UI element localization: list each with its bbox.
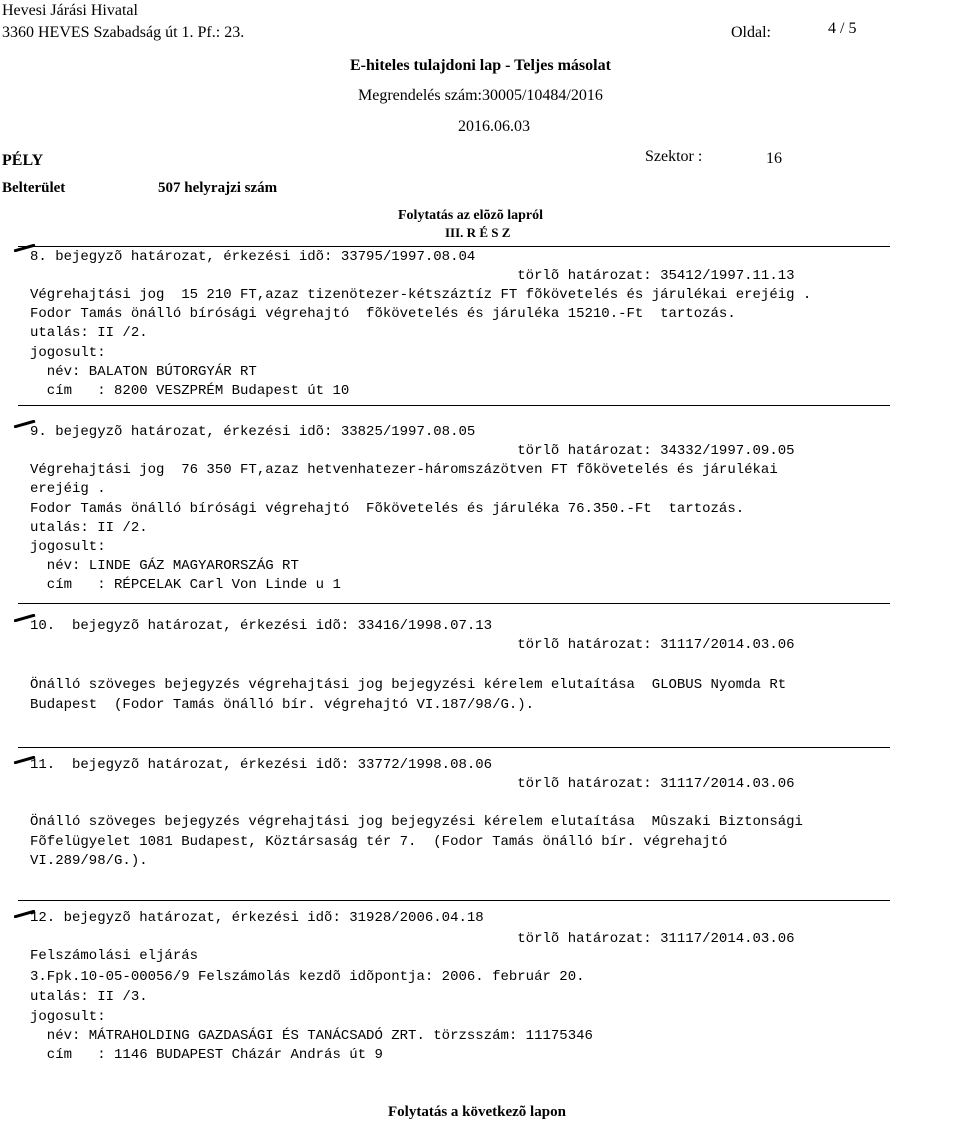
entry-line: Végrehajtási jog 15 210 FT,azaz tizenötezer-kétszáztíz FT fõkövetelés és járulékai erejéig . (30, 287, 812, 303)
entry-line: Fodor Tamás önálló bírósági végrehajtó Fõkövetelés és járuléka 76.350.-Ft tartozás. (30, 501, 745, 517)
entry-line: Önálló szöveges bejegyzés végrehajtási jog bejegyzési kérelem elutaítása Mûszaki Biztonsági (30, 814, 803, 830)
page-label: Oldal: (731, 24, 771, 41)
order-number: Megrendelés szám:30005/10484/2016 (358, 87, 603, 104)
part-heading: III. R É S Z (445, 225, 511, 240)
entry-line: cím : 1146 BUDAPEST Cházár András út 9 (30, 1047, 383, 1063)
sector-value: 16 (766, 150, 782, 167)
entry-separator (18, 246, 890, 247)
entry-separator (18, 900, 890, 901)
document-title: E-hiteles tulajdoni lap - Teljes másolat (350, 57, 611, 74)
area-type: Belterület (2, 180, 66, 196)
entry-line: 8. bejegyzõ határozat, érkezési idõ: 33795/1997.08.04 (30, 249, 476, 265)
entry-line: jogosult: (30, 539, 106, 555)
office-address: 3360 HEVES Szabadság út 1. Pf.: 23. (2, 24, 245, 41)
entry-line: 12. bejegyzõ határozat, érkezési idõ: 31928/2006.04.18 (30, 910, 484, 926)
entry-line: 9. bejegyzõ határozat, érkezési idõ: 33825/1997.08.05 (30, 424, 476, 440)
entry-line: Felszámolási eljárás (30, 948, 199, 964)
office-name: Hevesi Járási Hivatal (2, 2, 138, 19)
entry-line: Végrehajtási jog 76 350 FT,azaz hetvenhatezer-háromszázötven FT fõkövetelés és járulékai (30, 462, 778, 478)
entry-line: utalás: II /3. (30, 989, 148, 1005)
entry-line: Önálló szöveges bejegyzés végrehajtási jog bejegyzési kérelem elutaítása GLOBUS Nyomda Rt (30, 677, 787, 693)
entry-line: 11. bejegyzõ határozat, érkezési idõ: 33772/1998.08.06 (30, 757, 493, 773)
entry-line: név: LINDE GÁZ MAGYARORSZÁG RT (30, 558, 299, 574)
continued-from-label: Folytatás az elõzõ lapról (398, 208, 544, 223)
entry-line: utalás: II /2. (30, 520, 148, 536)
entry-line: törlõ határozat: 31117/2014.03.06 (30, 776, 795, 792)
entry-line: cím : 8200 VESZPRÉM Budapest út 10 (30, 383, 350, 399)
parcel-number: 507 helyrajzi szám (158, 180, 278, 196)
entry-line: jogosult: (30, 1009, 106, 1025)
entry-line: VI.289/98/G.). (30, 853, 148, 869)
entry-line: jogosult: (30, 345, 106, 361)
entry-line: utalás: II /2. (30, 325, 148, 341)
entry-line: cím : RÉPCELAK Carl Von Linde u 1 (30, 577, 341, 593)
entry-line: törlõ határozat: 31117/2014.03.06 (30, 637, 795, 653)
entry-line: törlõ határozat: 35412/1997.11.13 (30, 268, 795, 284)
entry-separator (18, 405, 890, 406)
entry-line: 10. bejegyzõ határozat, érkezési idõ: 33416/1998.07.13 (30, 618, 493, 634)
continued-next-label: Folytatás a következõ lapon (388, 1104, 566, 1120)
sector-label: Szektor : (645, 148, 703, 165)
entry-line: név: MÁTRAHOLDING GAZDASÁGI ÉS TANÁCSADÓ ZRT. törzsszám: 11175346 (30, 1028, 593, 1044)
entry-separator (18, 603, 890, 604)
entry-line: Fõfelügyelet 1081 Budapest, Köztársaság tér 7. (Fodor Tamás önálló bír. végrehajtó (30, 834, 728, 850)
town-name: PÉLY (2, 152, 44, 169)
page-number: 4 / 5 (828, 20, 857, 37)
entry-separator (18, 747, 890, 748)
document-date: 2016.06.03 (458, 118, 530, 135)
entry-line: 3.Fpk.10-05-00056/9 Felszámolás kezdõ idõpontja: 2006. február 20. (30, 969, 585, 985)
entry-line: törlõ határozat: 34332/1997.09.05 (30, 443, 795, 459)
entry-line: erejéig . (30, 481, 106, 497)
entry-line: törlõ határozat: 31117/2014.03.06 (30, 931, 795, 947)
entry-line: név: BALATON BÚTORGYÁR RT (30, 364, 257, 380)
entry-line: Fodor Tamás önálló bírósági végrehajtó fõkövetelés és járuléka 15210.-Ft tartozás. (30, 306, 736, 322)
entry-line: Budapest (Fodor Tamás önálló bír. végrehajtó VI.187/98/G.). (30, 697, 535, 713)
